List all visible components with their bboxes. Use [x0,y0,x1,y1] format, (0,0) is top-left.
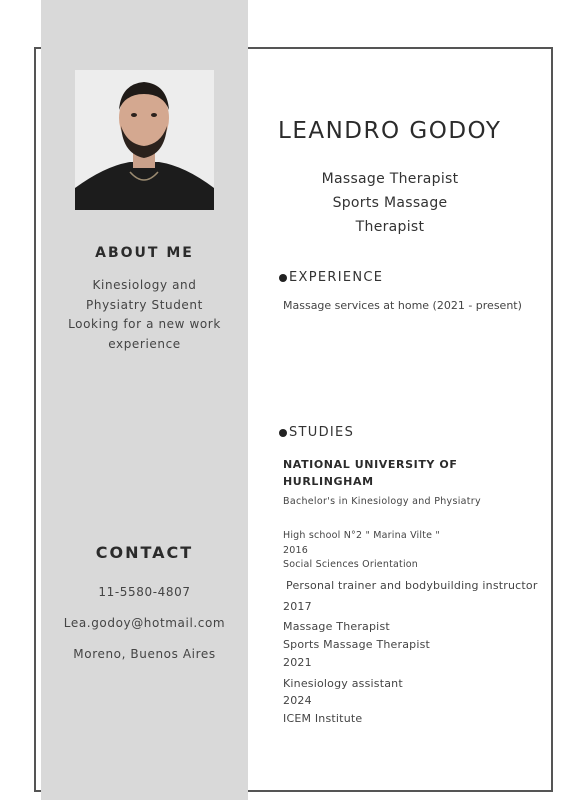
job-title [300,167,480,239]
contact-phone: 11-5580-4807 [98,585,191,599]
about-line: experience [108,336,181,351]
sports-massage-course: Sports Massage Therapist [283,638,431,651]
job-title-line: Therapist [355,219,425,235]
profile-photo [75,70,214,210]
contact-heading: CONTACT [95,543,194,562]
about-line: Kinesiology and [92,278,197,292]
bullet-icon [279,429,287,437]
job-title-line: Sports Massage [332,195,448,211]
job-title-line: Massage Therapist [321,171,459,187]
about-text [41,276,248,354]
contact-location: Moreno, Buenos Aires [73,647,216,661]
about-line: Looking for a new work [68,317,221,331]
person-name: LEANDRO GODOY [278,118,502,144]
massage-course: Massage Therapist [283,620,390,633]
experience-item: Massage services at home (2021 - present) [283,299,522,312]
experience-heading [279,270,383,285]
studies-heading [279,425,354,440]
about-heading: ABOUT ME [95,245,194,261]
studies-block [283,456,543,507]
orientation: Social Sciences Orientation [283,559,419,570]
assistant-course: Kinesiology assistant [283,677,403,690]
high-school: High school N°2 " Marina Vilte " [283,530,440,541]
about-line: Physiatry Student [86,297,203,312]
institute: ICEM Institute [283,712,363,725]
trainer-course: Personal trainer and bodybuilding instructor [286,579,538,592]
contact-email: Lea.godoy@hotmail.com [63,616,226,630]
experience-heading-label: EXPERIENCE [289,270,384,285]
university-name: NATIONAL UNIVERSITY OF HURLINGHAM [283,458,458,488]
assistant-year: 2024 [283,694,312,707]
bullet-icon [279,274,287,282]
massage-year: 2021 [283,656,312,669]
trainer-year: 2017 [283,600,312,613]
high-school-year: 2016 [283,545,308,556]
studies-heading-label: STUDIES [289,425,355,440]
degree: Bachelor's in Kinesiology and Physiatry [283,496,481,507]
